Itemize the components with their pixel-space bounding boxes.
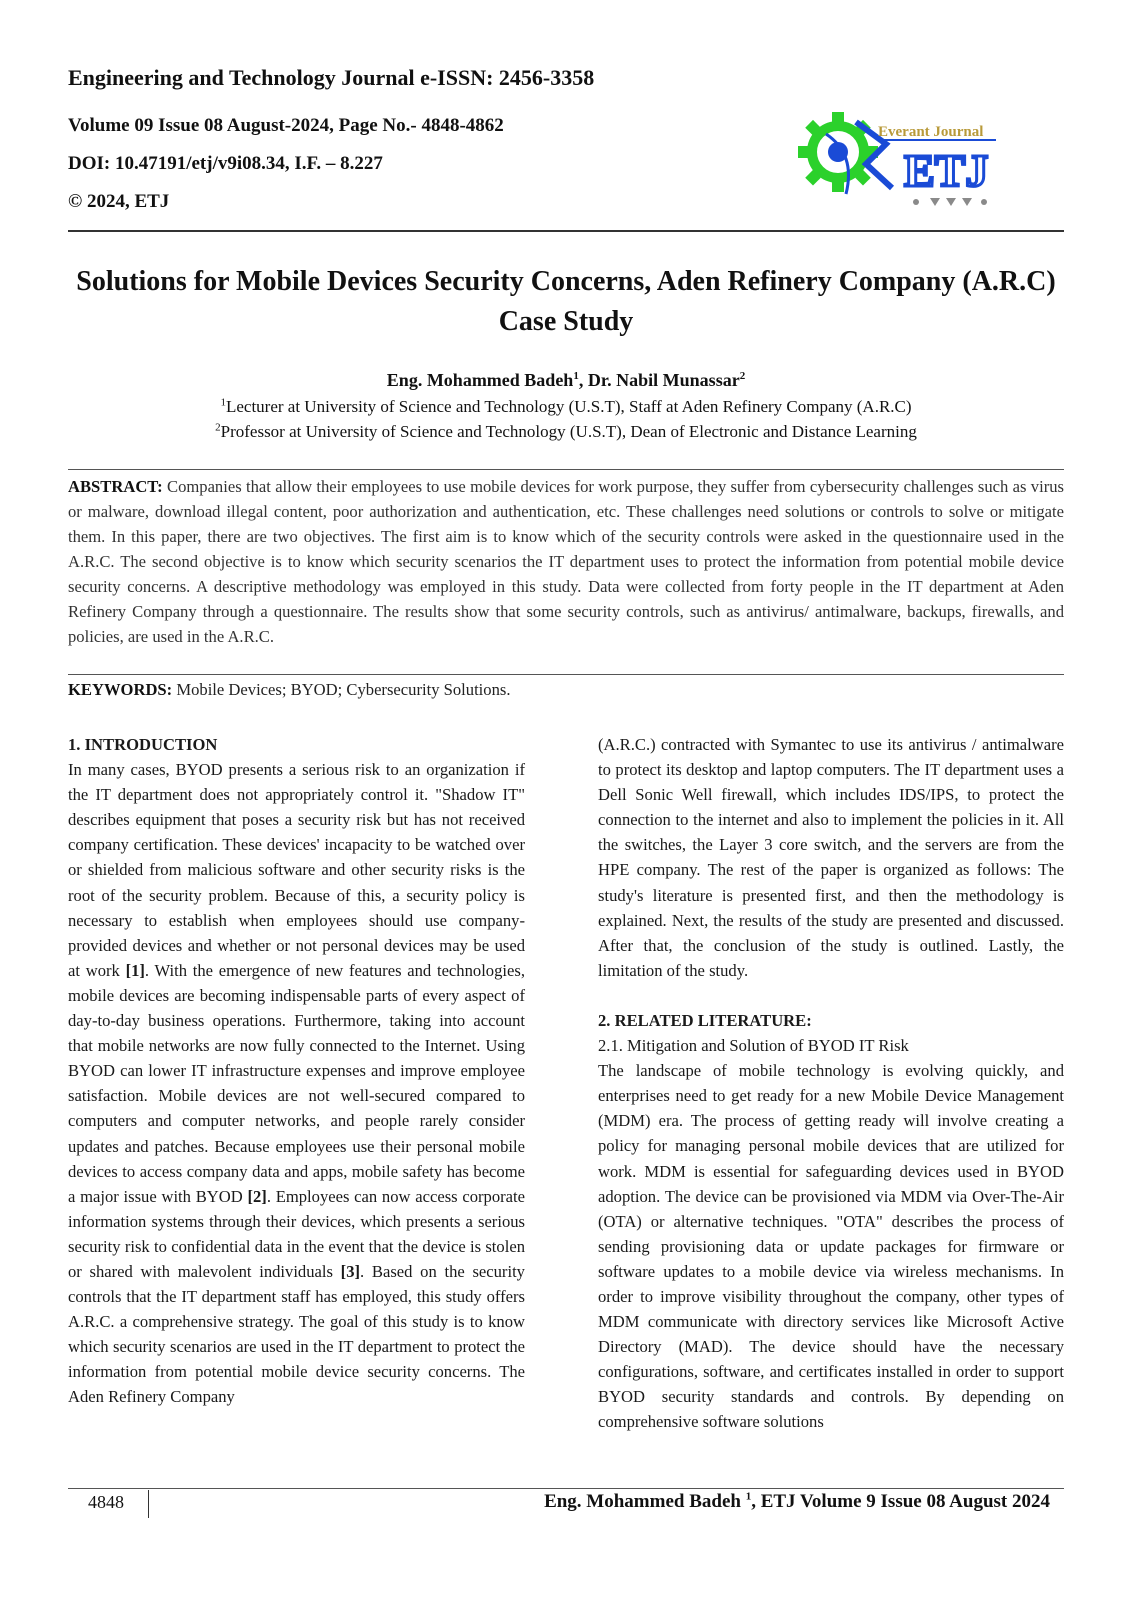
affiliation-2: [68, 421, 1064, 443]
intro-text-5: (A.R.C.) contracted with Symantec to use its antivirus / antimalware to protect its desktop and laptop computers. The IT department uses a Dell Sonic Well firewall, which includes IDS/IPS, to protect the connection to the internet and also to implement the policies in it. All the switches, the Layer 3 core switch, and the servers are from the HPE company. The rest of the paper is organized as follows: The study's literature is presented first, and then the methodology is explained. Next, the results of the study are presented and discussed. After that, the conclusion of the study is outlined. Lastly, the limitation of the study.: [598, 735, 1064, 980]
logo-title: ETJ: [904, 145, 989, 196]
volume-info: Volume 09 Issue 08 August-2024, Page No.- 4848-4862: [68, 115, 504, 136]
abstract-rule-top: [68, 469, 1064, 470]
author-2: Dr. Nabil Munassar: [587, 370, 740, 390]
affiliation-2-sup: 2: [215, 421, 221, 434]
logo-subtitle: Everant Journal: [878, 124, 984, 140]
keywords-label: KEYWORDS:: [68, 680, 173, 699]
affiliation-1-text: Lecturer at University of Science and Technology (U.S.T), Staff at Aden Refinery Company (A.R.C): [225, 397, 912, 416]
intro-text-4: . Based on the security controls that the IT department staff has employed, this study offers A.R.C. a comprehensive strategy. The goal of this study is to know which security scenarios are used in the IT department to protect the information from potential mobile device security concerns. The Aden Refinery Company: [68, 1261, 525, 1407]
running-footer-journal: , ETJ Volume 9 Issue 08 August 2024: [751, 1491, 1050, 1512]
running-footer-sup: 1: [745, 1490, 752, 1503]
abstract-label: ABSTRACT:: [68, 477, 163, 496]
gear-icon: [798, 112, 878, 192]
abstract-rule-bottom: [68, 674, 1064, 675]
running-footer-author: Eng. Mohammed Badeh: [544, 1491, 746, 1512]
citation-2: [2]: [247, 1186, 267, 1206]
etj-logo: [796, 104, 1026, 214]
citation-1: [1]: [125, 960, 145, 980]
abstract: [68, 474, 1064, 649]
citation-3: [3]: [340, 1261, 361, 1281]
intro-text-1: In many cases, BYOD presents a serious risk to an organization if the IT department does not appropriately control it. "Shadow IT" describes equipment that poses a security risk but has not received company certification. These devices' incapacity to be watched over or shielded from malicious software and other security risks is the root of the security problem. Because of this, a security policy is necessary to establish when employees should use company-provided devices and whether or not personal devices may be used at work: [68, 760, 525, 980]
author-separator: ,: [578, 370, 588, 390]
author-2-sup: 2: [739, 370, 746, 382]
affiliation-1-sup: 1: [220, 396, 226, 409]
doi-info: DOI: 10.47191/etj/v9i08.34, I.F. – 8.227: [68, 153, 383, 174]
page-number: 4848: [88, 1492, 124, 1512]
literature-text: The landscape of mobile technology is evolving quickly, and enterprises need to get ready for a new Mobile Device Management (MDM) era. The process of getting ready will involve creating a policy for managing personal mobile devices that are utilized for work. MDM is essential for safeguarding devices used in BYOD adoption. The device can be provisioned via MDM via Over-The-Air (OTA) or alternative techniques. "OTA" describes the process of sending provisioning data or update packages for firmware or software updates to a mobile device via wireless mechanisms. In order to improve visibility throughout the company, other types of MDM communicate with directory services like Microsoft Active Directory (MAD). The device should have the necessary configurations, software, and certificates installed in order to support BYOD security standards and controls. By depending on comprehensive software solutions: [598, 1061, 1064, 1432]
author-1-sup: 1: [573, 370, 579, 382]
copyright: © 2024, ETJ: [68, 191, 170, 212]
keywords-text: Mobile Devices; BYOD; Cybersecurity Solutions.: [176, 680, 511, 699]
affiliation-2-text: Professor at University of Science and Technology (U.S.T), Dean of Electronic and Distance Learning: [220, 422, 917, 441]
header-rule: [68, 230, 1064, 232]
literature-heading: 2. RELATED LITERATURE:: [598, 1010, 812, 1030]
right-column: [598, 732, 1064, 1435]
footer-divider: [148, 1490, 149, 1518]
author-1: Eng. Mohammed Badeh: [386, 370, 574, 390]
intro-text-3: . Employees can now access corporate information systems through their devices, which presents a serious security risk to confidential data in the event that the device is stolen or shared with malevolent individuals: [68, 1186, 525, 1281]
intro-text-2: . With the emergence of new features and technologies, mobile devices are becoming indispensable parts of every aspect of day-to-day business operations. Furthermore, taking into account that mobile networks are now fully connected to the Internet. Using BYOD can lower IT infrastructure expenses and improve employee satisfaction. Mobile devices are not well-secured compared to computers and computer networks, and people rarely consider updates and patches. Because employees use their personal mobile devices to access company data and apps, mobile safety has become a major issue with BYOD: [68, 960, 525, 1206]
left-column: [68, 732, 525, 1410]
keywords: [68, 677, 1064, 702]
affiliation-1: [68, 396, 1064, 418]
journal-name: Engineering and Technology Journal e-ISSN: 2456-3358: [68, 65, 595, 90]
footer-rule: [68, 1488, 1064, 1489]
paper-title: Solutions for Mobile Devices Security Concerns, Aden Refinery Company (A.R.C) Case Study: [76, 266, 1056, 337]
running-footer: [544, 1491, 1050, 1513]
abstract-text: Companies that allow their employees to use mobile devices for work purpose, they suffer from cybersecurity challenges such as virus or malware, download illegal content, poor authorization and authentication, etc. These challenges need solutions or controls to solve or mitigate them. In this paper, there are two objectives. The first aim is to know which of the security controls were asked in the questionnaire used in the A.R.C. The second objective is to know which security scenarios the IT department uses to protect the information from potential mobile device security concerns. A descriptive methodology was employed in this study. Data were collected from forty people in the IT department at Aden Refinery Company through a questionnaire. The results show that some security controls, such as antivirus/ antimalware, backups, firewalls, and policies, are used in the A.R.C.: [68, 477, 1064, 646]
introduction-heading: 1. INTRODUCTION: [68, 735, 218, 754]
literature-subheading: 2.1. Mitigation and Solution of BYOD IT Risk: [598, 1036, 909, 1056]
author-line: [68, 368, 1064, 392]
